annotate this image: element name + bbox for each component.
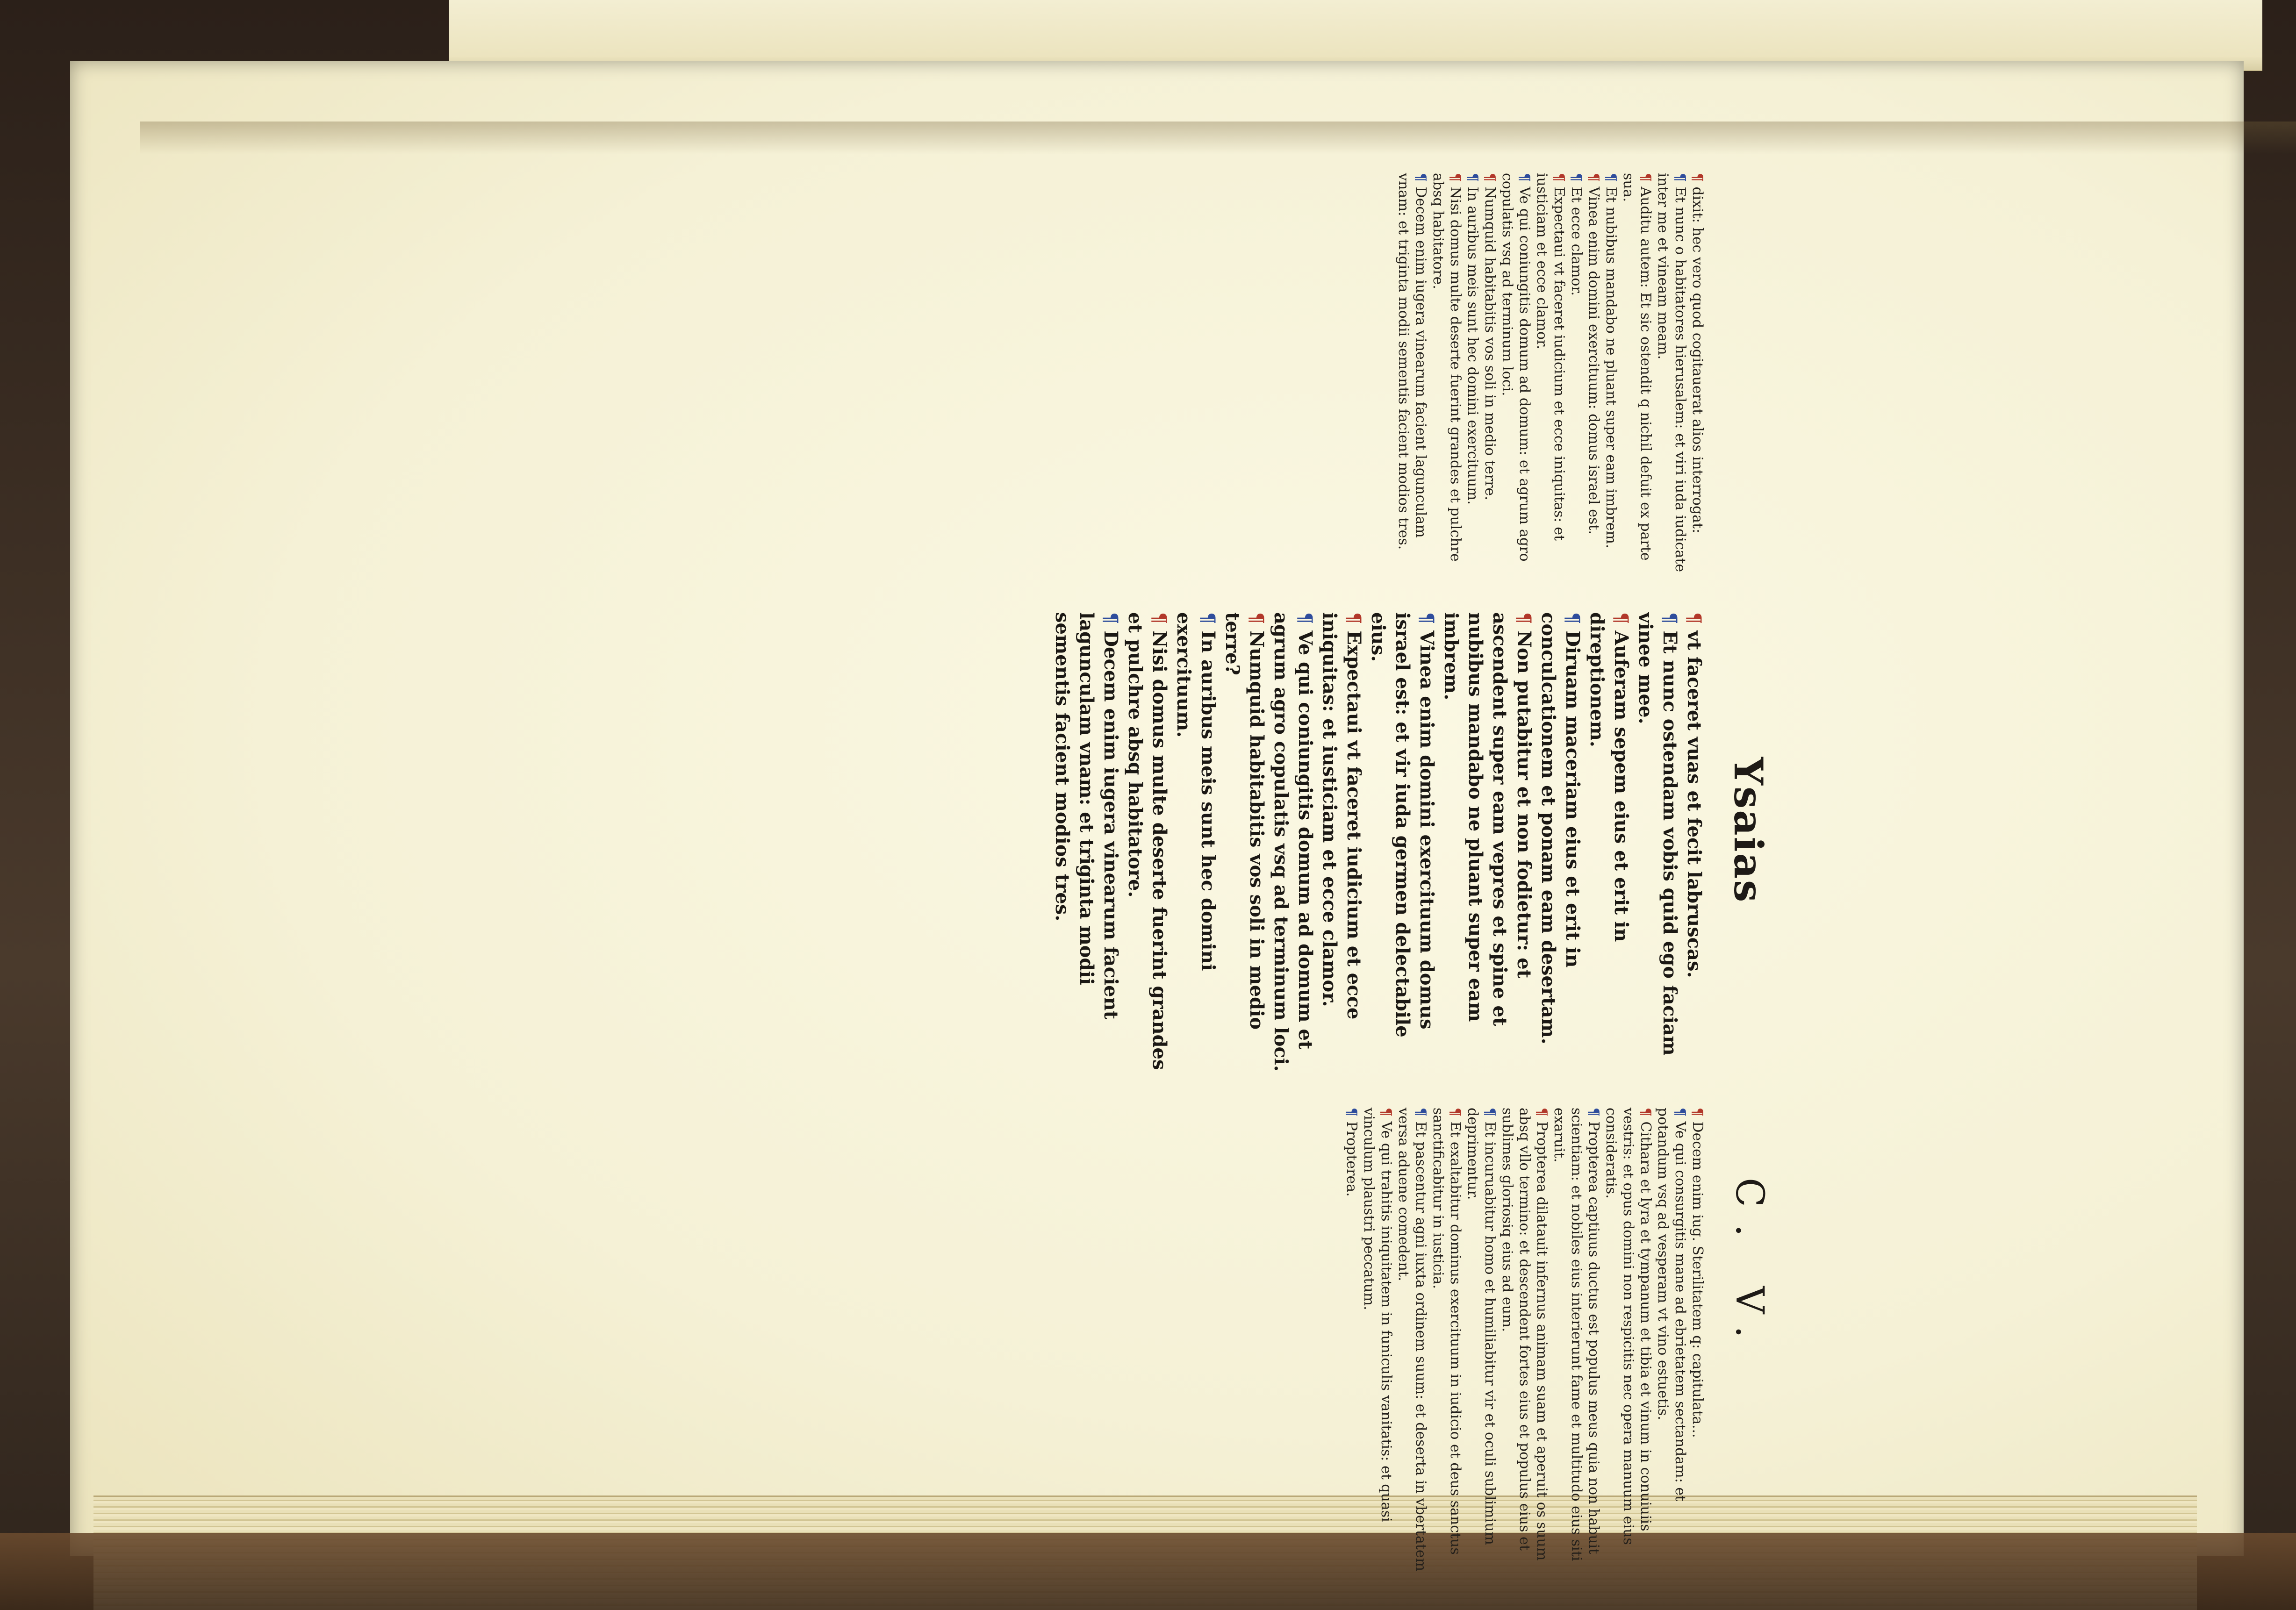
- line-text: Nisi domus multe deserte fuerint grandes et pulchre absq habitatore.: [1124, 612, 1170, 1070]
- paragraph-mark-icon: ¶: [1689, 1108, 1706, 1122]
- line-text: Et ecce clamor.: [1568, 186, 1585, 296]
- text-line: [1682, 612, 1706, 1080]
- text-line: [1585, 173, 1602, 584]
- line-text: Ve qui coniungitis domum ad domum: et agrum agro copulatis vsq ad terminum loci.: [1499, 173, 1533, 562]
- line-text: Expectaui vt faceret iudicium et ecce iniquitas: et iusticiam et ecce clamor.: [1534, 173, 1567, 541]
- column-middle: [1050, 612, 1706, 1080]
- text-line: [1550, 1108, 1602, 1575]
- text-line: [1343, 1108, 1360, 1575]
- line-text: Auferam sepem eius et erit in direptionem.: [1586, 612, 1632, 942]
- paragraph-mark-icon: ¶: [1416, 612, 1438, 631]
- text-line: [1633, 612, 1682, 1080]
- line-text: Numquid habitabitis vos soli in medio terre?: [1221, 612, 1268, 1030]
- paragraph-mark-icon: ¶: [1413, 173, 1429, 187]
- paragraph-mark-icon: ¶: [1100, 612, 1122, 631]
- line-text: Nisi domus multe deserte fuerint grandes et pulchre absq habitatore.: [1430, 173, 1464, 562]
- line-text: Et nunc o habitatores hierusalem: et viri iuda iudicate inter me et vineam meam.: [1655, 173, 1688, 572]
- text-line: [1602, 173, 1620, 584]
- text-line: [1481, 173, 1499, 584]
- line-text: Expectaui vt faceret iudicium et ecce iniquitas: et iusticiam et ecce clamor.: [1319, 612, 1365, 1020]
- text-line: [1429, 1108, 1464, 1575]
- paragraph-mark-icon: ¶: [1586, 173, 1602, 187]
- text-line: [1654, 173, 1689, 584]
- line-text: Diruam maceriam eius et erit in conculcationem et ponam eam desertam.: [1537, 612, 1584, 1045]
- line-text: Et exaltabitur dominus exercituum in iudicio et deus sanctus sanctificabitur in iusticia.: [1430, 1108, 1464, 1555]
- text-line: [1602, 1108, 1654, 1575]
- paragraph-mark-icon: ¶: [1534, 1108, 1550, 1122]
- text-line: [1429, 173, 1464, 584]
- text-line: [1585, 612, 1633, 1080]
- paragraph-mark-icon: ¶: [1637, 1108, 1654, 1122]
- gutter-shadow: [140, 122, 2296, 154]
- paragraph-mark-icon: ¶: [1294, 612, 1316, 631]
- paragraph-mark-icon: ¶: [1568, 173, 1585, 187]
- paragraph-mark-icon: ¶: [1672, 1108, 1688, 1122]
- line-text: Auditu autem: Et sic ostendit q nichil defuit ex parte sua.: [1620, 173, 1654, 561]
- text-line: [1366, 612, 1439, 1080]
- paragraph-mark-icon: ¶: [1413, 1108, 1429, 1122]
- line-text: Ve qui consurgitis mane ad ebrietatem sectandam: et potandum vsq ad vesperam vt vino estuetis.: [1655, 1108, 1688, 1502]
- paragraph-mark-icon: ¶: [1610, 612, 1632, 631]
- paragraph-mark-icon: ¶: [1464, 173, 1481, 187]
- paragraph-mark-icon: ¶: [1689, 173, 1706, 187]
- text-line: [1317, 612, 1366, 1080]
- text-line: [1620, 173, 1654, 584]
- line-text: Cithara et lyra et tympanum et tibia et vinum in conuiuiis vestris: et opus domini non respicitis nec opera manuum eius consideratis.: [1603, 1108, 1654, 1545]
- line-text: Decem enim iugera vinearum facient lagunculam vnam: et triginta modii sementis facient modios tres.: [1395, 173, 1429, 550]
- folio-number: C. V.: [1727, 1178, 1772, 1357]
- text-line: [1499, 173, 1533, 584]
- paragraph-mark-icon: ¶: [1482, 1108, 1498, 1122]
- paragraph-mark-icon: ¶: [1447, 173, 1464, 187]
- text-line: [1568, 173, 1585, 584]
- text-line: [1654, 1108, 1689, 1575]
- paragraph-mark-icon: ¶: [1672, 173, 1688, 187]
- line-text: Ve qui coniungitis domum ad domum et agrum agro copulatis vsq ad terminum loci.: [1270, 612, 1316, 1072]
- paragraph-mark-icon: ¶: [1148, 612, 1170, 631]
- paragraph-mark-icon: ¶: [1197, 612, 1219, 631]
- text-line: [1439, 612, 1536, 1080]
- column-right: [1343, 1108, 1706, 1575]
- line-text: Et nubibus mandabo ne pluant super eam imbrem.: [1603, 186, 1619, 549]
- text-line: [1689, 1108, 1706, 1575]
- text-line: [1123, 612, 1171, 1080]
- text-line: [1395, 173, 1429, 584]
- line-text: Propterea captiuus ductus est populus meus quia non habuit scientiam: et nobiles eius interierunt fame et multitudo eius siti exaruit.: [1551, 1108, 1602, 1561]
- text-line: [1395, 1108, 1429, 1575]
- line-text: Et pascentur agni iuxta ordinem suum: et deserta in vbertatem versa aduene comedent.: [1395, 1108, 1429, 1572]
- text-line: [1533, 173, 1568, 584]
- line-text: In auribus meis sunt hec domini exercituum.: [1173, 612, 1219, 971]
- paragraph-mark-icon: ¶: [1513, 612, 1535, 631]
- line-text: Vinea enim domini exercituum: domus israel est.: [1586, 186, 1602, 535]
- line-text: Et incuruabitur homo et humiliabitur vir et oculi sublimium deprimentur.: [1464, 1108, 1498, 1545]
- running-head: Ysaias: [1725, 757, 1772, 904]
- line-text: dixit: hec vero quod cogitauerat alios interrogat:: [1689, 186, 1706, 534]
- paragraph-mark-icon: ¶: [1447, 1108, 1464, 1122]
- text-line: [1269, 612, 1317, 1080]
- text-line: [1360, 1108, 1395, 1575]
- text-line: [1220, 612, 1269, 1080]
- paragraph-mark-icon: ¶: [1683, 612, 1705, 631]
- line-text: Decem enim iug. Sterilitatem q: capitulata...: [1689, 1121, 1706, 1438]
- paragraph-mark-icon: ¶: [1246, 612, 1268, 631]
- line-text: Numquid habitabitis vos soli in medio terre.: [1482, 186, 1498, 501]
- text-line: [1536, 612, 1585, 1080]
- paragraph-mark-icon: ¶: [1603, 173, 1619, 187]
- line-text: Propterea.: [1343, 1121, 1360, 1197]
- text-line: [1689, 173, 1706, 584]
- paragraph-mark-icon: ¶: [1551, 173, 1567, 187]
- paragraph-mark-icon: ¶: [1516, 173, 1533, 187]
- paragraph-mark-icon: ¶: [1637, 173, 1654, 187]
- text-line: [1171, 612, 1220, 1080]
- paragraph-mark-icon: ¶: [1586, 1108, 1602, 1122]
- line-text: Propterea dilatauit infernus animam suam et aperuit os suum absq vllo termino: et descendent fortes eius et populus eius et sublimes gloriosiq eius ad eum.: [1499, 1108, 1550, 1561]
- column-left: [1395, 173, 1706, 584]
- text-line: [1464, 1108, 1499, 1575]
- paragraph-mark-icon: ¶: [1659, 612, 1681, 631]
- paragraph-mark-icon: ¶: [1378, 1108, 1394, 1122]
- text-line: [1499, 1108, 1550, 1575]
- paragraph-mark-icon: ¶: [1343, 612, 1365, 631]
- line-text: Vinea enim domini exercituum domus israel est: et vir iuda germen delectabile eius.: [1367, 612, 1438, 1038]
- line-text: Decem enim iugera vinearum facient lagunculam vnam: et triginta modii sementis facient modios tres.: [1051, 612, 1122, 1020]
- paragraph-mark-icon: ¶: [1562, 612, 1584, 631]
- text-line: [1050, 612, 1123, 1080]
- line-text: Non putabitur et non fodietur: et ascendent super eam vepres et spine et nubibus mandabo ne pluant super eam imbrem.: [1440, 612, 1535, 1026]
- paragraph-mark-icon: ¶: [1343, 1108, 1360, 1122]
- line-text: Ve qui trahitis iniquitatem in funiculis vanitatis: et quasi vinculum plaustri peccatum.: [1361, 1108, 1394, 1522]
- line-text: vt faceret vuas et fecit labruscas.: [1683, 630, 1705, 978]
- page-text-block: [692, 173, 1772, 1603]
- text-line: [1464, 173, 1481, 584]
- line-text: Et nunc ostendam vobis quid ego faciam vinee mee.: [1635, 612, 1681, 1056]
- paragraph-mark-icon: ¶: [1482, 173, 1498, 187]
- line-text: In auribus meis sunt hec domini exercituum.: [1464, 186, 1481, 505]
